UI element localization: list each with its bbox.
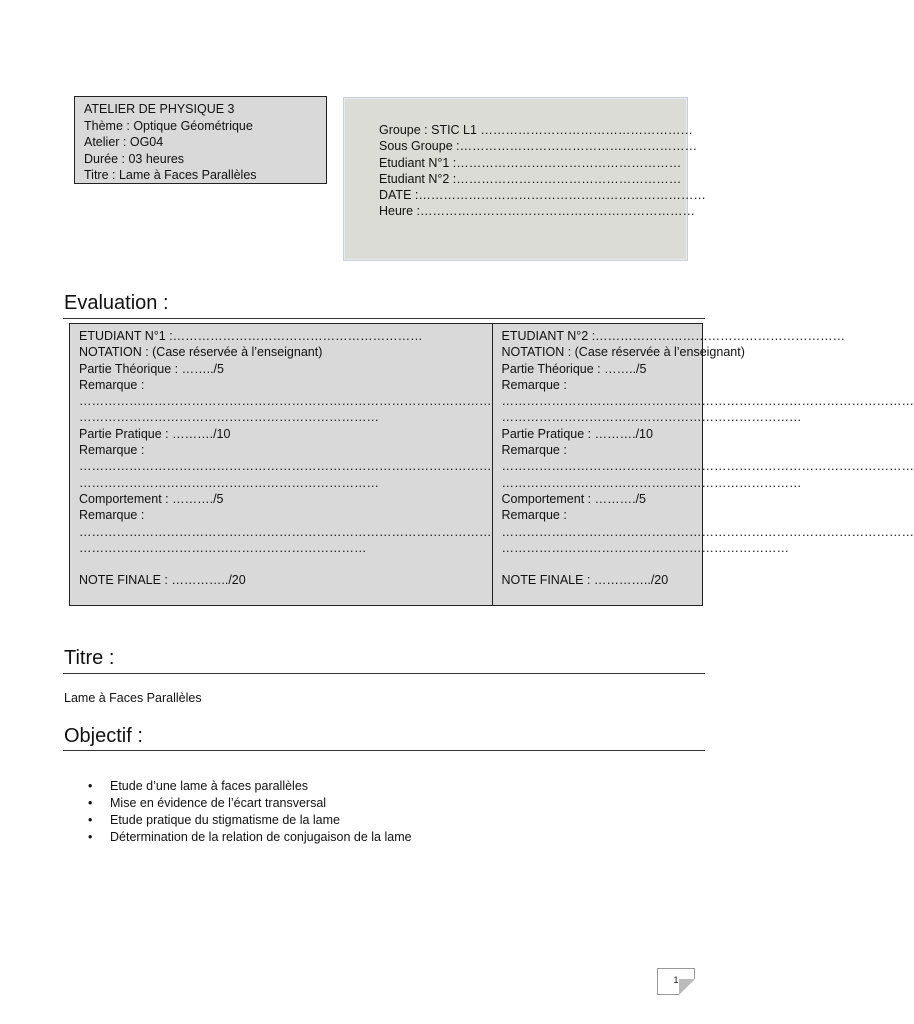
list-item bbox=[88, 778, 412, 795]
evaluation-rule bbox=[63, 318, 705, 319]
student1-remark3-label: Remarque : bbox=[79, 508, 145, 523]
page-fold-icon bbox=[679, 979, 695, 995]
date-field: DATE :…………………………………………………………… bbox=[379, 188, 706, 203]
evaluation-heading: Evaluation : bbox=[64, 292, 169, 314]
objective-rule bbox=[63, 750, 705, 751]
student2-behaviour-score: Comportement : ………./5 bbox=[501, 491, 646, 506]
student1-remark2-line1: ……………………………………………………………………………………… bbox=[79, 459, 492, 474]
workshop-info-box bbox=[74, 96, 327, 184]
student1-remark1-line2: ……………………………………………………………… bbox=[79, 410, 379, 425]
bullet-icon: • bbox=[88, 796, 93, 810]
title-text: Lame à Faces Parallèles bbox=[64, 691, 202, 705]
workshop-theme: Thème : Optique Géométrique bbox=[84, 118, 253, 133]
student2-remark1-line2: ……………………………………………………………… bbox=[501, 410, 802, 425]
student2-final-score: NOTE FINALE : …………../20 bbox=[501, 573, 669, 588]
student1-remark1-line1: ……………………………………………………………………………………… bbox=[79, 394, 492, 409]
title-rule bbox=[63, 673, 705, 674]
student2-remark1-line1: ……………………………………………………………………………………… bbox=[501, 394, 914, 409]
student2-name-line: ETUDIANT N°2 :…………………………………………………… bbox=[501, 329, 846, 343]
student2-practical-score: Partie Pratique : ………./10 bbox=[501, 426, 653, 441]
student2-theory-score: Partie Théorique : ……../5 bbox=[501, 361, 647, 376]
student2-remark2-line1: ……………………………………………………………………………………… bbox=[501, 459, 914, 474]
student1-remark3-line2: …………………………………………………………… bbox=[79, 540, 367, 555]
student1-field: Etudiant N°1 :……………………………………………… bbox=[379, 155, 682, 170]
objective-item-text: Détermination de la relation de conjugaison de la lame bbox=[110, 830, 412, 844]
group-field: Groupe : STIC L1 …………………………………………… bbox=[379, 123, 693, 137]
objective-item-text: Etude pratique du stigmatisme de la lame bbox=[110, 813, 340, 827]
page-number-box bbox=[657, 968, 695, 995]
objective-item-text: Mise en évidence de l’écart transversal bbox=[110, 796, 327, 810]
bullet-icon: • bbox=[88, 779, 93, 793]
student1-remark2-line2: ……………………………………………………………… bbox=[79, 475, 379, 490]
student1-remark1-label: Remarque : bbox=[79, 377, 145, 392]
subgroup-field: Sous Groupe :………………………………………………… bbox=[379, 139, 698, 154]
workshop-code: Atelier : OG04 bbox=[84, 135, 164, 149]
evaluation-table bbox=[69, 323, 914, 606]
student-group-box bbox=[343, 97, 706, 261]
student1-spacer bbox=[79, 556, 492, 572]
evaluation-student2-column bbox=[492, 324, 914, 605]
workshop-subject: Titre : Lame à Faces Parallèles bbox=[84, 168, 257, 182]
list-item bbox=[88, 795, 412, 812]
objective-heading: Objectif : bbox=[64, 725, 143, 747]
student2-notation: NOTATION : (Case réservée à l’enseignant) bbox=[501, 345, 745, 360]
student2-spacer bbox=[502, 556, 914, 572]
student2-remark2-label: Remarque : bbox=[501, 443, 567, 458]
student1-notation: NOTATION : (Case réservée à l’enseignant) bbox=[79, 345, 323, 360]
evaluation-student1-column bbox=[70, 324, 492, 605]
student2-remark3-label: Remarque : bbox=[501, 508, 567, 523]
student1-remark2-label: Remarque : bbox=[79, 443, 145, 458]
student2-field: Etudiant N°2 :……………………………………………… bbox=[379, 171, 682, 186]
student2-remark3-line1: ……………………………………………………………………………………… bbox=[501, 524, 914, 539]
time-field: Heure :………………………………………………………… bbox=[379, 204, 695, 219]
workshop-title: ATELIER DE PHYSIQUE 3 bbox=[84, 102, 235, 116]
student1-final-score: NOTE FINALE : …………../20 bbox=[79, 573, 246, 588]
student1-behaviour-score: Comportement : ………./5 bbox=[79, 491, 224, 506]
student2-remark3-line2: …………………………………………………………… bbox=[501, 540, 789, 555]
list-item bbox=[88, 829, 412, 846]
student1-remark3-line1: ……………………………………………………………………………………… bbox=[79, 524, 492, 539]
objective-list bbox=[88, 778, 412, 846]
student1-name-line: ETUDIANT N°1 :…………………………………………………… bbox=[79, 329, 423, 343]
title-heading: Titre : bbox=[64, 647, 115, 669]
page-number: 1 bbox=[673, 975, 679, 985]
student2-remark2-line2: ……………………………………………………………… bbox=[501, 475, 802, 490]
objective-item-text: Etude d’une lame à faces parallèles bbox=[110, 779, 309, 793]
bullet-icon: • bbox=[88, 830, 93, 844]
workshop-duration: Durée : 03 heures bbox=[84, 151, 185, 166]
list-item bbox=[88, 812, 412, 829]
bullet-icon: • bbox=[88, 813, 93, 827]
student1-theory-score: Partie Théorique : ……../5 bbox=[79, 361, 224, 376]
student1-practical-score: Partie Pratique : ………./10 bbox=[79, 426, 231, 441]
student2-remark1-label: Remarque : bbox=[501, 377, 567, 392]
